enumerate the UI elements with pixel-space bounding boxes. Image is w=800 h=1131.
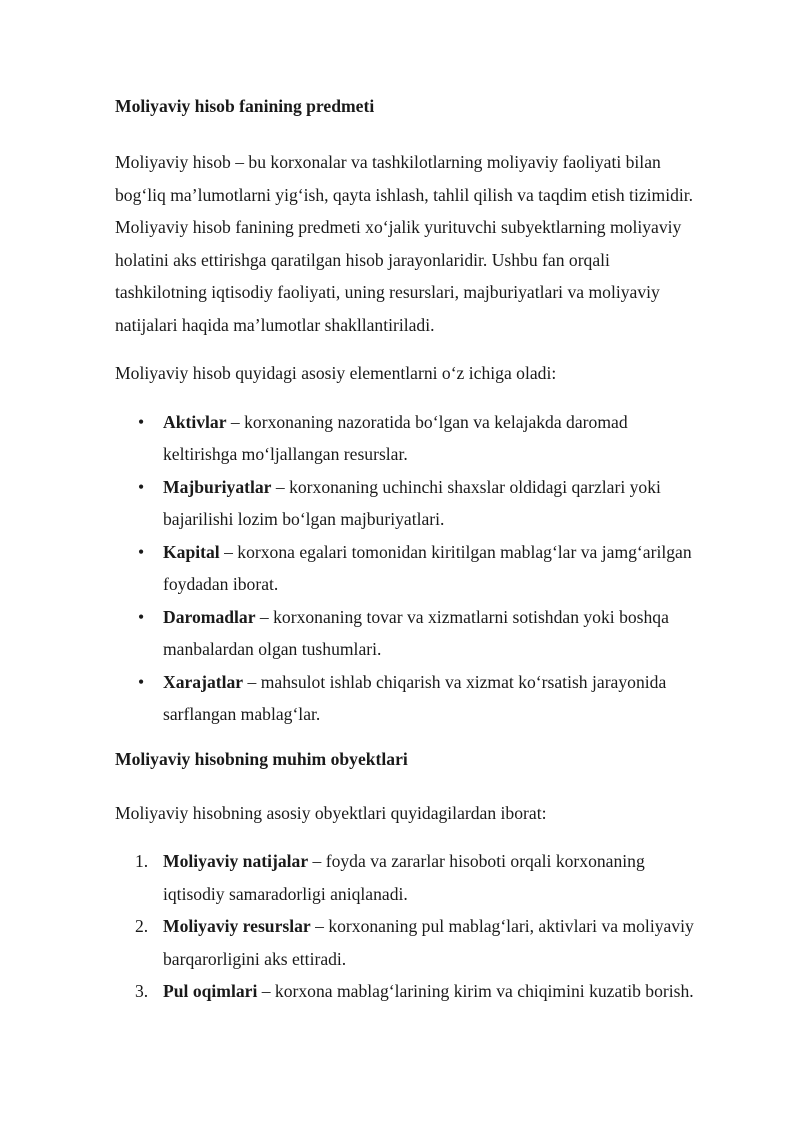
list-number: 3. [135,981,149,1001]
list-item-text: – korxonaning nazoratida bo‘lgan va kelajakda daromad [226,411,628,432]
list-item-line [163,406,745,439]
objects-lead: Moliyaviy hisobning asosiy obyektlari quyidagilardan iborat: [115,802,547,823]
list-item-line [163,666,745,699]
list-item [115,666,745,731]
list-item [115,536,745,601]
paragraph-line: holatini aks ettirishga qaratilgan hisob jarayonlaridir. Ushbu fan orqali [115,249,610,270]
list-item-term: Kapital [163,541,220,562]
elements-lead: Moliyaviy hisob quyidagi asosiy elementlarni o‘z ichiga oladi: [115,363,557,383]
list-item [115,406,745,471]
section-heading: Moliyaviy hisob fanining predmeti [115,96,375,116]
list-item-line: bajarilishi lozim bo‘lgan majburiyatlari. [163,509,445,529]
bullet-icon: • [138,541,145,562]
list-item-term: Moliyaviy resurslar [163,916,311,936]
list-item-line: sarflangan mablag‘lar. [163,704,321,724]
list-item-line: iqtisodiy samaradorligi aniqlanadi. [163,883,408,904]
list-item-line [163,910,745,943]
list-item-text: – foyda va zararlar hisoboti orqali korxonaning [308,851,645,871]
list-item-term: Majburiyatlar [163,476,272,497]
list-item-line [163,845,745,878]
list-item [115,845,745,910]
list-number: 1. [135,851,149,871]
list-item-text: – mahsulot ishlab chiqarish va xizmat ko‘rsatish jarayonida [243,671,667,692]
list-item-term: Pul oqimlari [163,981,258,1001]
list-item [115,975,745,1008]
list-item-line: manbalardan olgan tushumlari. [163,639,382,659]
bullet-icon: • [138,411,145,432]
objects-list [115,845,745,1008]
list-item-text: – korxonaning uchinchi shaxslar oldidagi qarzlari yoki [271,476,661,497]
list-item-term: Aktivlar [163,411,227,432]
paragraph-line: Moliyaviy hisob – bu korxonalar va tashkilotlarning moliyaviy faoliyati bilan [115,152,661,172]
paragraph-line: natijalari haqida ma’lumotlar shakllantiriladi. [115,314,435,335]
list-item-line: foydadan iborat. [163,574,279,594]
list-item-term: Daromadlar [163,606,256,627]
paragraph-line: tashkilotning iqtisodiy faoliyati, uning resurslari, majburiyatlari va moliyaviy [115,282,660,302]
list-item-text: – korxonaning pul mablag‘lari, aktivlari va moliyaviy [310,916,694,936]
list-item-term: Moliyaviy natijalar [163,851,309,871]
list-item-text: – korxonaning tovar va xizmatlarni sotishdan yoki boshqa [255,606,669,627]
bullet-icon: • [138,606,145,627]
list-item [115,471,745,536]
section-heading: Moliyaviy hisobning muhim obyektlari [115,748,408,769]
list-number: 2. [135,916,149,936]
bullet-icon: • [138,671,145,692]
intro-paragraph [115,146,745,341]
list-item-text: – korxona mablag‘larining kirim va chiqimini kuzatib borish. [257,981,694,1001]
bullet-icon: • [138,476,145,497]
list-item-line [163,471,745,504]
list-item-term: Xarajatlar [163,671,244,692]
list-item-line [163,601,745,634]
list-item [115,601,745,666]
list-item-line: barqarorligini aks ettiradi. [163,948,347,969]
list-item-line [163,536,745,569]
paragraph-line: Moliyaviy hisob fanining predmeti xo‘jalik yurituvchi subyektlarning moliyaviy [115,217,682,237]
paragraph-line: bog‘liq ma’lumotlarni yig‘ish, qayta ishlash, tahlil qilish va taqdim etish tizimidir. [115,184,694,205]
list-item-text: – korxona egalari tomonidan kiritilgan mablag‘lar va jamg‘arilgan [219,541,692,562]
list-item-line: keltirishga mo‘ljallangan resurslar. [163,444,408,464]
list-item [115,910,745,975]
list-item-line [163,975,745,1008]
elements-list [115,406,745,731]
document-page [115,94,745,1008]
